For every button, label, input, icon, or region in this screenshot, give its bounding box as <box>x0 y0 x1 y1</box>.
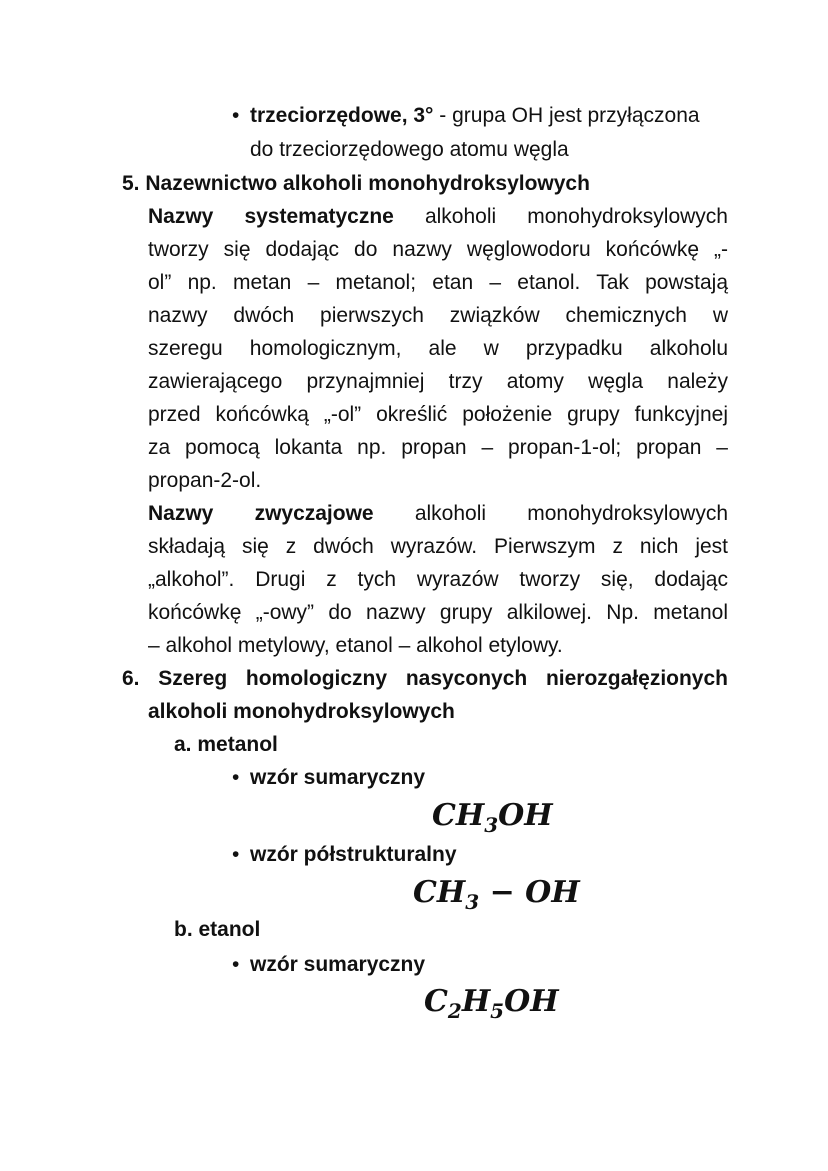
bullet-metanol-semi: • wzór półstrukturalny <box>232 838 457 871</box>
p1-line9: propan-2-ol. <box>148 469 262 492</box>
p1-line4: nazwy dwóch pierwszych związków chemicznych w <box>148 304 728 327</box>
section-5-number: 5. <box>122 172 140 195</box>
tertiary-text: - grupa OH jest przyłączona <box>433 104 700 127</box>
section-5-title: Nazewnictwo alkoholi monohydroksylowych <box>145 172 590 195</box>
term-tertiary: trzeciorzędowe, 3° <box>250 104 434 127</box>
p1-line7: przed końcówką „-ol” określić położenie grupy funkcyjnej <box>148 403 728 426</box>
p1-line8: za pomocą lokanta np. propan – propan-1-ol; propan – <box>148 436 728 459</box>
p1-line3: ol” np. metan – metanol; etan – etanol. Tak powstają <box>148 271 728 294</box>
bullet-icon: • <box>232 843 240 866</box>
section-6-heading-line2: alkoholi monohydroksylowych <box>148 700 455 723</box>
bullet-tertiary <box>232 99 700 132</box>
formula-etanol-sum: $C_2H_5OH$ <box>424 984 559 1023</box>
section-5-heading <box>122 167 590 200</box>
tertiary-text-line2: do trzeciorzędowego atomu węgla <box>250 138 569 161</box>
section-6-title: Szereg homologiczny nasyconych nierozgałęzionych <box>158 667 728 690</box>
p2-line1: Nazwy zwyczajowe alkoholi monohydroksylowych <box>148 502 728 525</box>
bullet-etanol-sum: • wzór sumaryczny <box>232 948 425 981</box>
term-systematic: Nazwy systematyczne <box>148 205 394 228</box>
formula-metanol-semi: $CH_3$ − OH <box>413 875 580 914</box>
p1-line5: szeregu homologicznym, ale w przypadku alkoholu <box>148 337 728 360</box>
p2-line5: – alkohol metylowy, etanol – alkohol etylowy. <box>148 634 563 657</box>
p2-line2: składają się z dwóch wyrazów. Pierwszym z nich jest <box>148 535 728 558</box>
term-common: Nazwy zwyczajowe <box>148 502 374 525</box>
section-6-number: 6. <box>122 667 140 690</box>
p1-line6: zawierającego przynajmniej trzy atomy węgla należy <box>148 370 728 393</box>
subsection-b-label: b. etanol <box>174 918 261 941</box>
p2-line3: „alkohol”. Drugi z tych wyrazów tworzy się, dodając <box>148 568 728 591</box>
bullet-metanol-sum: • wzór sumaryczny <box>232 761 425 794</box>
p2-line4: końcówkę „-owy” do nazwy grupy alkilowej. Np. metanol <box>148 601 728 624</box>
p1-line1: Nazwy systematyczne alkoholi monohydroksylowych <box>148 205 728 228</box>
bullet-icon: • <box>232 766 240 789</box>
p1-line2: tworzy się dodając do nazwy węglowodoru końcówkę „- <box>148 238 728 261</box>
section-6-heading <box>122 662 728 695</box>
bullet-icon: • <box>232 953 240 976</box>
subsection-a-label: a. metanol <box>174 733 278 756</box>
formula-metanol-sum: $CH_3OH$ <box>432 798 553 837</box>
bullet-icon: • <box>232 104 240 127</box>
